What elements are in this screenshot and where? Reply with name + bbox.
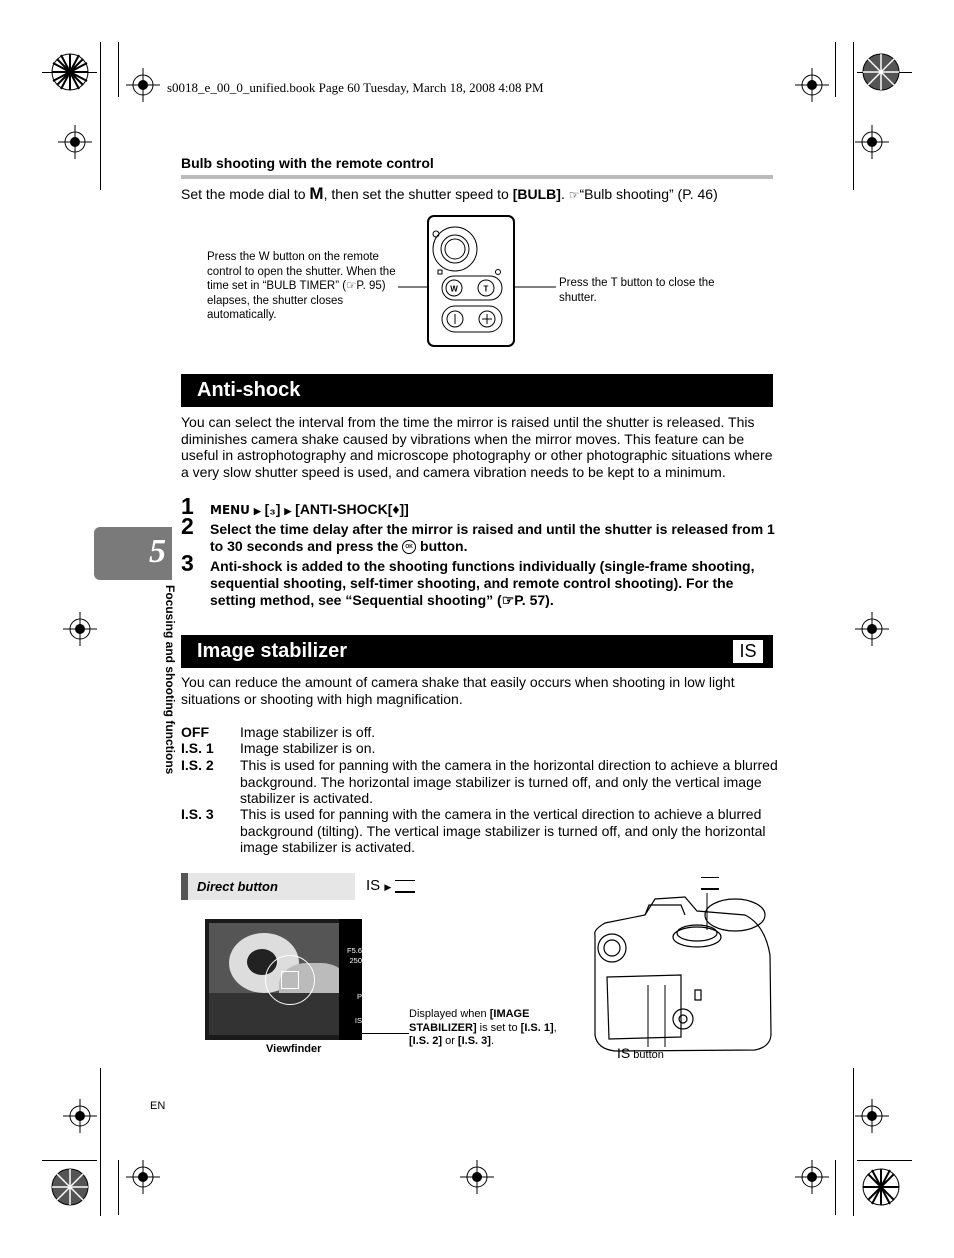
- crop-mark: [42, 1160, 97, 1161]
- rosette-mark: [50, 52, 90, 92]
- remote-control-illustration: [398, 214, 558, 348]
- crop-mark: [118, 42, 119, 97]
- dial-icon: [395, 880, 415, 893]
- print-header: s0018_e_00_0_unified.book Page 60 Tuesday, March 18, 2008 4:08 PM: [167, 80, 544, 95]
- is-badge: IS: [733, 640, 763, 663]
- registration-mark: [855, 612, 889, 646]
- direct-button-box: [181, 873, 355, 900]
- arrow-icon: ▶: [253, 506, 261, 516]
- reference-icon: ☞: [501, 592, 515, 608]
- section-title-image-stabilizer: Image stabilizer: [181, 635, 773, 668]
- direct-button-label: Direct button: [197, 879, 278, 894]
- crop-mark: [100, 42, 101, 190]
- crop-mark: [853, 1068, 854, 1216]
- crop-mark: [118, 1160, 119, 1215]
- step-2: Select the time delay after the mirror is raised and until the shutter is released from 1 to 30 seconds and press the OK button.: [210, 521, 775, 554]
- registration-mark: [795, 1160, 829, 1194]
- mode-description: This is used for panning with the camera in the horizontal direction to achieve a blurred background. The horizontal image stabilizer is turned off, and only the vertical image stabilizer is activated.: [240, 757, 778, 807]
- viewfinder-photo: [209, 923, 357, 1035]
- mode-term: I.S. 1: [181, 740, 214, 756]
- heading-rule: [181, 175, 773, 179]
- registration-mark: [126, 68, 160, 102]
- reference-icon: ☞: [568, 188, 580, 202]
- crop-mark: [835, 1160, 836, 1215]
- stabilizer-intro: You can reduce the amount of camera shake that easily occurs when shooting in low light situations or shooting with high magnification.: [181, 674, 735, 707]
- chapter-number: 5: [149, 533, 166, 570]
- bulb-heading: Bulb shooting with the remote control: [181, 155, 434, 171]
- crop-mark: [853, 42, 854, 190]
- viewfinder-readout: F5.6 250 P IS: [346, 946, 362, 1025]
- mode-description: Image stabilizer is off.: [240, 724, 376, 740]
- registration-mark: [126, 1160, 160, 1194]
- mode-term: I.S. 2: [181, 757, 214, 773]
- reference-icon: ☞: [346, 280, 357, 292]
- registration-mark: [460, 1160, 494, 1194]
- ok-button-icon: OK: [402, 540, 416, 554]
- registration-mark: [63, 1099, 97, 1133]
- arrow-icon: ▶: [284, 506, 292, 516]
- crop-mark: [100, 1068, 101, 1216]
- mode-description: Image stabilizer is on.: [240, 740, 376, 756]
- mode-term: OFF: [181, 724, 209, 740]
- rosette-mark: [861, 52, 901, 92]
- registration-mark: [63, 612, 97, 646]
- dial-icon: [701, 877, 719, 890]
- arrow-icon: ▶: [384, 882, 392, 892]
- crop-mark: [835, 42, 836, 97]
- is-button-caption: IS button: [617, 1045, 664, 1061]
- callout-w-button: Press the W button on the remote control to open the shutter. When the time set in “BULB TIMER” (☞P. 95) elapses, the shutter closes automatically.: [207, 251, 396, 321]
- step-3: Anti-shock is added to the shooting functions individually (single-frame shooting, sequential shooting, self-timer shooting, and remote control shooting). For the setting method, see “Sequential shooting” (☞P. 57).: [210, 558, 755, 608]
- step-number: 2: [181, 513, 194, 539]
- step-1: MENU ▶ [₃] ▶ [ANTI-SHOCK[♦]]: [210, 501, 409, 517]
- menu-button-label: MENU: [210, 503, 250, 517]
- t-button-label: T: [483, 284, 489, 294]
- chapter-side-label: Focusing and shooting functions: [163, 585, 177, 775]
- mode-description: This is used for panning with the camera in the vertical direction to achieve a blurred background (tilting). The vertical image stabilizer is turned off, and only the horizontal image stabilizer is activated.: [240, 806, 766, 856]
- crop-mark: [857, 1160, 912, 1161]
- viewfinder-caption: Viewfinder: [266, 1043, 322, 1055]
- displayed-when-note: Displayed when [IMAGE STABILIZER] is set to [I.S. 1], [I.S. 2] or [I.S. 3].: [409, 1008, 557, 1047]
- registration-mark: [795, 68, 829, 102]
- rosette-mark: [50, 1167, 90, 1207]
- section-title-anti-shock: Anti-shock: [181, 374, 773, 407]
- callout-line: [355, 1033, 409, 1034]
- step-number: 3: [181, 550, 194, 576]
- step-number: 1: [181, 493, 194, 519]
- rosette-mark: [861, 1167, 901, 1207]
- callout-t-button: Press the T button to close the shutter.: [559, 277, 715, 304]
- registration-mark: [855, 1099, 889, 1133]
- direct-button-shortcut: IS ▶: [366, 877, 415, 894]
- language-code: EN: [150, 1100, 166, 1112]
- chapter-tab: [94, 527, 172, 580]
- viewfinder-image: [205, 919, 362, 1040]
- w-button-label: W: [450, 284, 458, 294]
- registration-mark: [855, 125, 889, 159]
- chapter-side-label-wrap: [163, 585, 177, 825]
- registration-mark: [58, 125, 92, 159]
- anti-shock-intro: You can select the interval from the time the mirror is raised until the shutter is released. This diminishes camera shake caused by vibrations when the mirror moves. This feature can be useful in astrophotography and microscope photography or other photographic situations where a very slow shutter speed is used, and camera vibration needs to be kept to a minimum.: [181, 414, 773, 480]
- mode-term: I.S. 3: [181, 806, 214, 822]
- bulb-instruction: Set the mode dial to M, then set the shutter speed to [BULB]. ☞“Bulb shooting” (P. 46): [181, 184, 718, 203]
- camera-back-illustration: [585, 875, 775, 1060]
